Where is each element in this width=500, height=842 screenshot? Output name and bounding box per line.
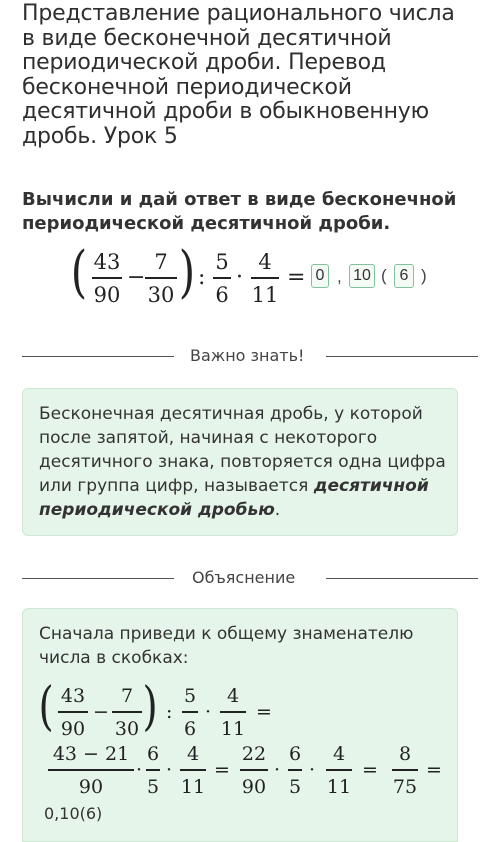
fraction-bar: [182, 711, 198, 713]
numerator: 22: [241, 743, 267, 765]
right-paren: ): [178, 240, 196, 305]
denominator: 5: [288, 775, 302, 798]
title-line: десятичной дроби в обыкновенную: [22, 99, 429, 124]
denominator: 6: [215, 282, 229, 307]
lesson-title: [22, 2, 482, 149]
emphasized-term: десятичной: [313, 476, 429, 496]
fraction-6-5: [288, 742, 302, 799]
numerator: 7: [120, 685, 134, 707]
colon-sign: :: [166, 701, 173, 723]
integer-part-input[interactable]: 0: [311, 264, 329, 288]
numerator: 7: [154, 250, 168, 274]
fraction-4-11: [326, 742, 352, 799]
fraction-4-11: [180, 742, 206, 799]
equals-sign: =: [256, 701, 272, 723]
numerator: 5: [215, 250, 229, 274]
denominator: 30: [147, 282, 175, 307]
fraction-bar: [392, 769, 418, 771]
important-card: [22, 388, 458, 536]
minus-sign: −: [127, 265, 146, 290]
text-plain: .: [274, 500, 281, 520]
denominator: 11: [180, 775, 206, 798]
fraction-bar: [92, 277, 122, 279]
dot-sign: ·: [136, 759, 143, 781]
fraction-4-11: [251, 250, 279, 307]
open-paren: (: [381, 266, 387, 285]
left-paren: (: [70, 240, 88, 305]
numerator: 4: [186, 743, 200, 765]
divider-line: [22, 578, 174, 579]
right-paren: ): [142, 677, 158, 737]
left-paren: (: [38, 677, 54, 737]
denominator: 30: [114, 717, 140, 740]
definition-text: [39, 402, 459, 522]
denominator: 11: [251, 282, 279, 307]
denominator: 90: [60, 717, 86, 740]
fraction-bar: [251, 277, 279, 279]
text-plain: или группа цифр, называется: [39, 476, 309, 496]
numerator: 4: [226, 685, 240, 707]
numerator: 5: [183, 685, 197, 707]
dot-sign: ·: [236, 265, 243, 290]
divider-line: [326, 356, 478, 357]
equals-sign: =: [287, 265, 306, 290]
dot-sign: ·: [309, 759, 316, 781]
divider-line: [22, 356, 174, 357]
fraction-bar: [180, 769, 206, 771]
numerator: 43: [60, 685, 86, 707]
equals-sign: =: [362, 759, 378, 781]
numerator: 4: [332, 743, 346, 765]
task-line: Вычисли и дай ответ в виде бесконечной: [22, 189, 457, 210]
nonrepeating-digits-input[interactable]: 10: [349, 264, 375, 288]
fraction-43-90: [58, 684, 88, 741]
close-paren: ): [421, 266, 427, 285]
denominator: 90: [78, 775, 104, 798]
fraction-43-21-90: [48, 742, 134, 799]
fraction-bar: [146, 769, 160, 771]
text-line: десятичного знака, повторяется одна цифра: [39, 452, 446, 472]
title-line: бесконечной периодической: [22, 74, 352, 100]
numerator: 6: [288, 743, 302, 765]
fraction-bar: [220, 711, 246, 713]
text-line: Бесконечная десятичная дробь, у которой: [39, 404, 423, 424]
task-line: периодической десятичной дроби.: [22, 213, 391, 234]
denominator: 5: [146, 775, 160, 798]
dot-sign: ·: [166, 759, 173, 781]
fraction-bar: [145, 277, 177, 279]
fraction-bar: [58, 711, 88, 713]
divider-line: [326, 578, 478, 579]
fraction-43-90: [92, 250, 122, 307]
denominator: 90: [93, 282, 121, 307]
title-line: в виде бесконечной десятичной: [22, 25, 392, 51]
fraction-bar: [326, 769, 352, 771]
text-line: [39, 498, 459, 522]
numerator: 43 − 21: [52, 743, 130, 765]
denominator: 11: [326, 775, 352, 798]
numerator: 4: [258, 250, 272, 274]
important-heading: Важно знать!: [190, 346, 305, 365]
denominator: 90: [241, 775, 267, 798]
fraction-bar: [112, 711, 142, 713]
fraction-6-5: [146, 742, 160, 799]
emphasized-term: периодической дробью: [39, 500, 275, 520]
numerator: 8: [398, 743, 412, 765]
explanation-heading: Объяснение: [192, 568, 296, 587]
text-line: [39, 474, 459, 498]
denominator: 6: [183, 717, 197, 740]
equals-sign: =: [214, 759, 230, 781]
task-prompt: [22, 188, 482, 236]
dot-sign: ·: [274, 759, 281, 781]
text-line: Сначала приведи к общему знаменателю: [39, 624, 414, 644]
period-digits-input[interactable]: 6: [394, 264, 414, 288]
fraction-bar: [48, 769, 134, 771]
comma-sign: ,: [337, 267, 342, 286]
fraction-5-6: [213, 250, 231, 307]
fraction-7-30: [112, 684, 142, 741]
fraction-bar: [213, 277, 231, 279]
result-value: 0,10(6): [44, 804, 103, 823]
explanation-text: [39, 622, 459, 670]
title-line: дробь. Урок 5: [22, 123, 178, 149]
colon-sign: :: [198, 265, 206, 290]
fraction-22-90: [240, 742, 268, 799]
title-line: Представление рационального числа: [22, 1, 455, 26]
fraction-bar: [288, 769, 302, 771]
numerator: 43: [93, 250, 121, 274]
text-line: после запятой, начиная с некоторого: [39, 428, 378, 448]
dot-sign: ·: [205, 701, 212, 723]
fraction-8-75: [392, 742, 418, 799]
fraction-7-30: [145, 250, 177, 307]
minus-sign: −: [93, 701, 109, 723]
denominator: 11: [220, 717, 246, 740]
equals-sign: =: [426, 759, 442, 781]
numerator: 6: [146, 743, 160, 765]
fraction-5-6: [182, 684, 198, 741]
fraction-4-11: [220, 684, 246, 741]
fraction-bar: [240, 769, 268, 771]
title-line: периодической дроби. Перевод: [22, 50, 386, 75]
denominator: 75: [392, 775, 418, 798]
text-line: числа в скобках:: [39, 648, 189, 668]
